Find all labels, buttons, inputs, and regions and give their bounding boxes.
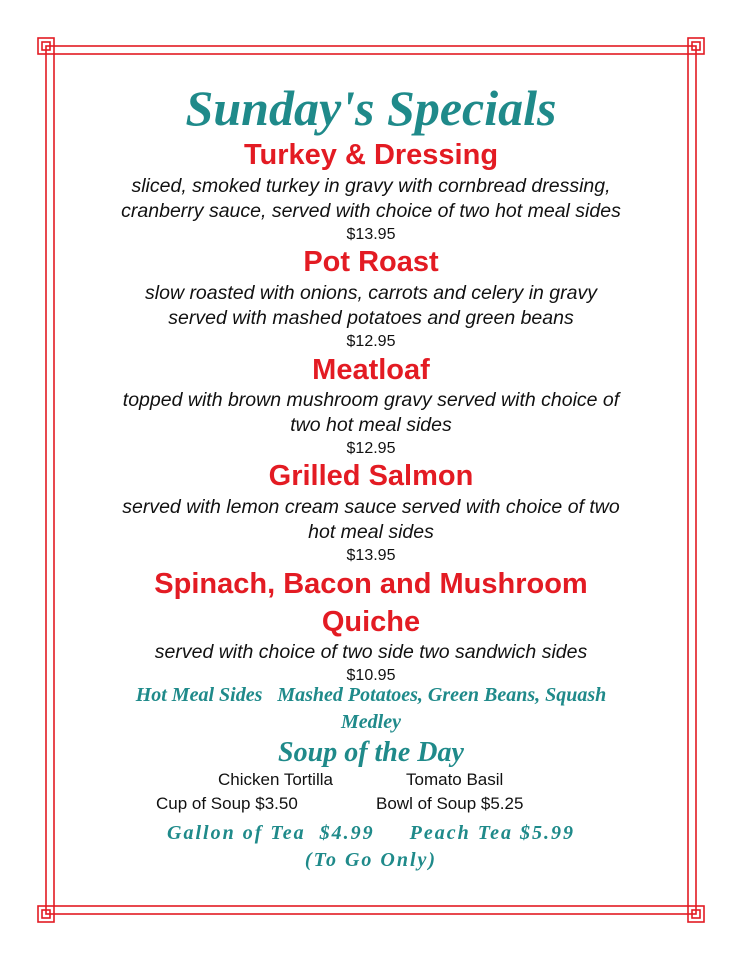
special-price: $12.95 (346, 440, 396, 457)
special-name-pot-roast: Pot Roast (303, 246, 439, 278)
soup-flavor-2: Tomato Basil (406, 770, 504, 789)
soup-flavor-1: Chicken Tortilla (218, 770, 333, 789)
special-description-line: served with choice of two side two sandwich sides (154, 641, 588, 663)
menu-title: Sunday's Specials (185, 80, 557, 136)
soup-title: Soup of the Day (278, 737, 464, 768)
special-price: $12.95 (346, 333, 396, 350)
hot-meal-sides-line2: Medley (341, 711, 401, 733)
special-description-line: cranberry sauce, served with choice of two hot meal sides (121, 200, 621, 222)
soup-bowl-price: Bowl of Soup $5.25 (376, 794, 524, 813)
special-price: $13.95 (346, 547, 396, 564)
special-name-turkey-dressing: Turkey & Dressing (243, 139, 499, 171)
special-description-line: sliced, smoked turkey in gravy with cornbread dressing, (131, 175, 611, 197)
hot-meal-sides-line1: Hot Meal Sides Mashed Potatoes, Green Beans, Squash (135, 684, 607, 706)
soup-cup-price: Cup of Soup $3.50 (156, 794, 298, 813)
special-name-grilled-salmon: Grilled Salmon (268, 460, 474, 492)
special-price: $10.95 (346, 667, 396, 684)
special-name-meatloaf: Meatloaf (312, 354, 430, 386)
special-description-line: served with mashed potatoes and green beans (168, 307, 574, 329)
special-description-line: slow roasted with onions, carrots and celery in gravy (145, 282, 597, 304)
special-description-line: topped with brown mushroom gravy served with choice of (122, 389, 620, 411)
special-description-line: hot meal sides (308, 521, 434, 543)
tea-to-go-note: (To Go Only) (304, 849, 438, 871)
special-name-quiche: Spinach, Bacon and Mushroom (154, 568, 588, 600)
hot-meal-sides (70, 682, 672, 736)
special-price: $13.95 (346, 226, 396, 243)
special-description-line: served with lemon cream sauce served with choice of two (122, 496, 620, 518)
tea-prices: Gallon of Tea $4.99 Peach Tea $5.99 (167, 822, 575, 844)
special-name-quiche-line2: Quiche (321, 606, 421, 638)
special-description-line: two hot meal sides (290, 414, 452, 436)
